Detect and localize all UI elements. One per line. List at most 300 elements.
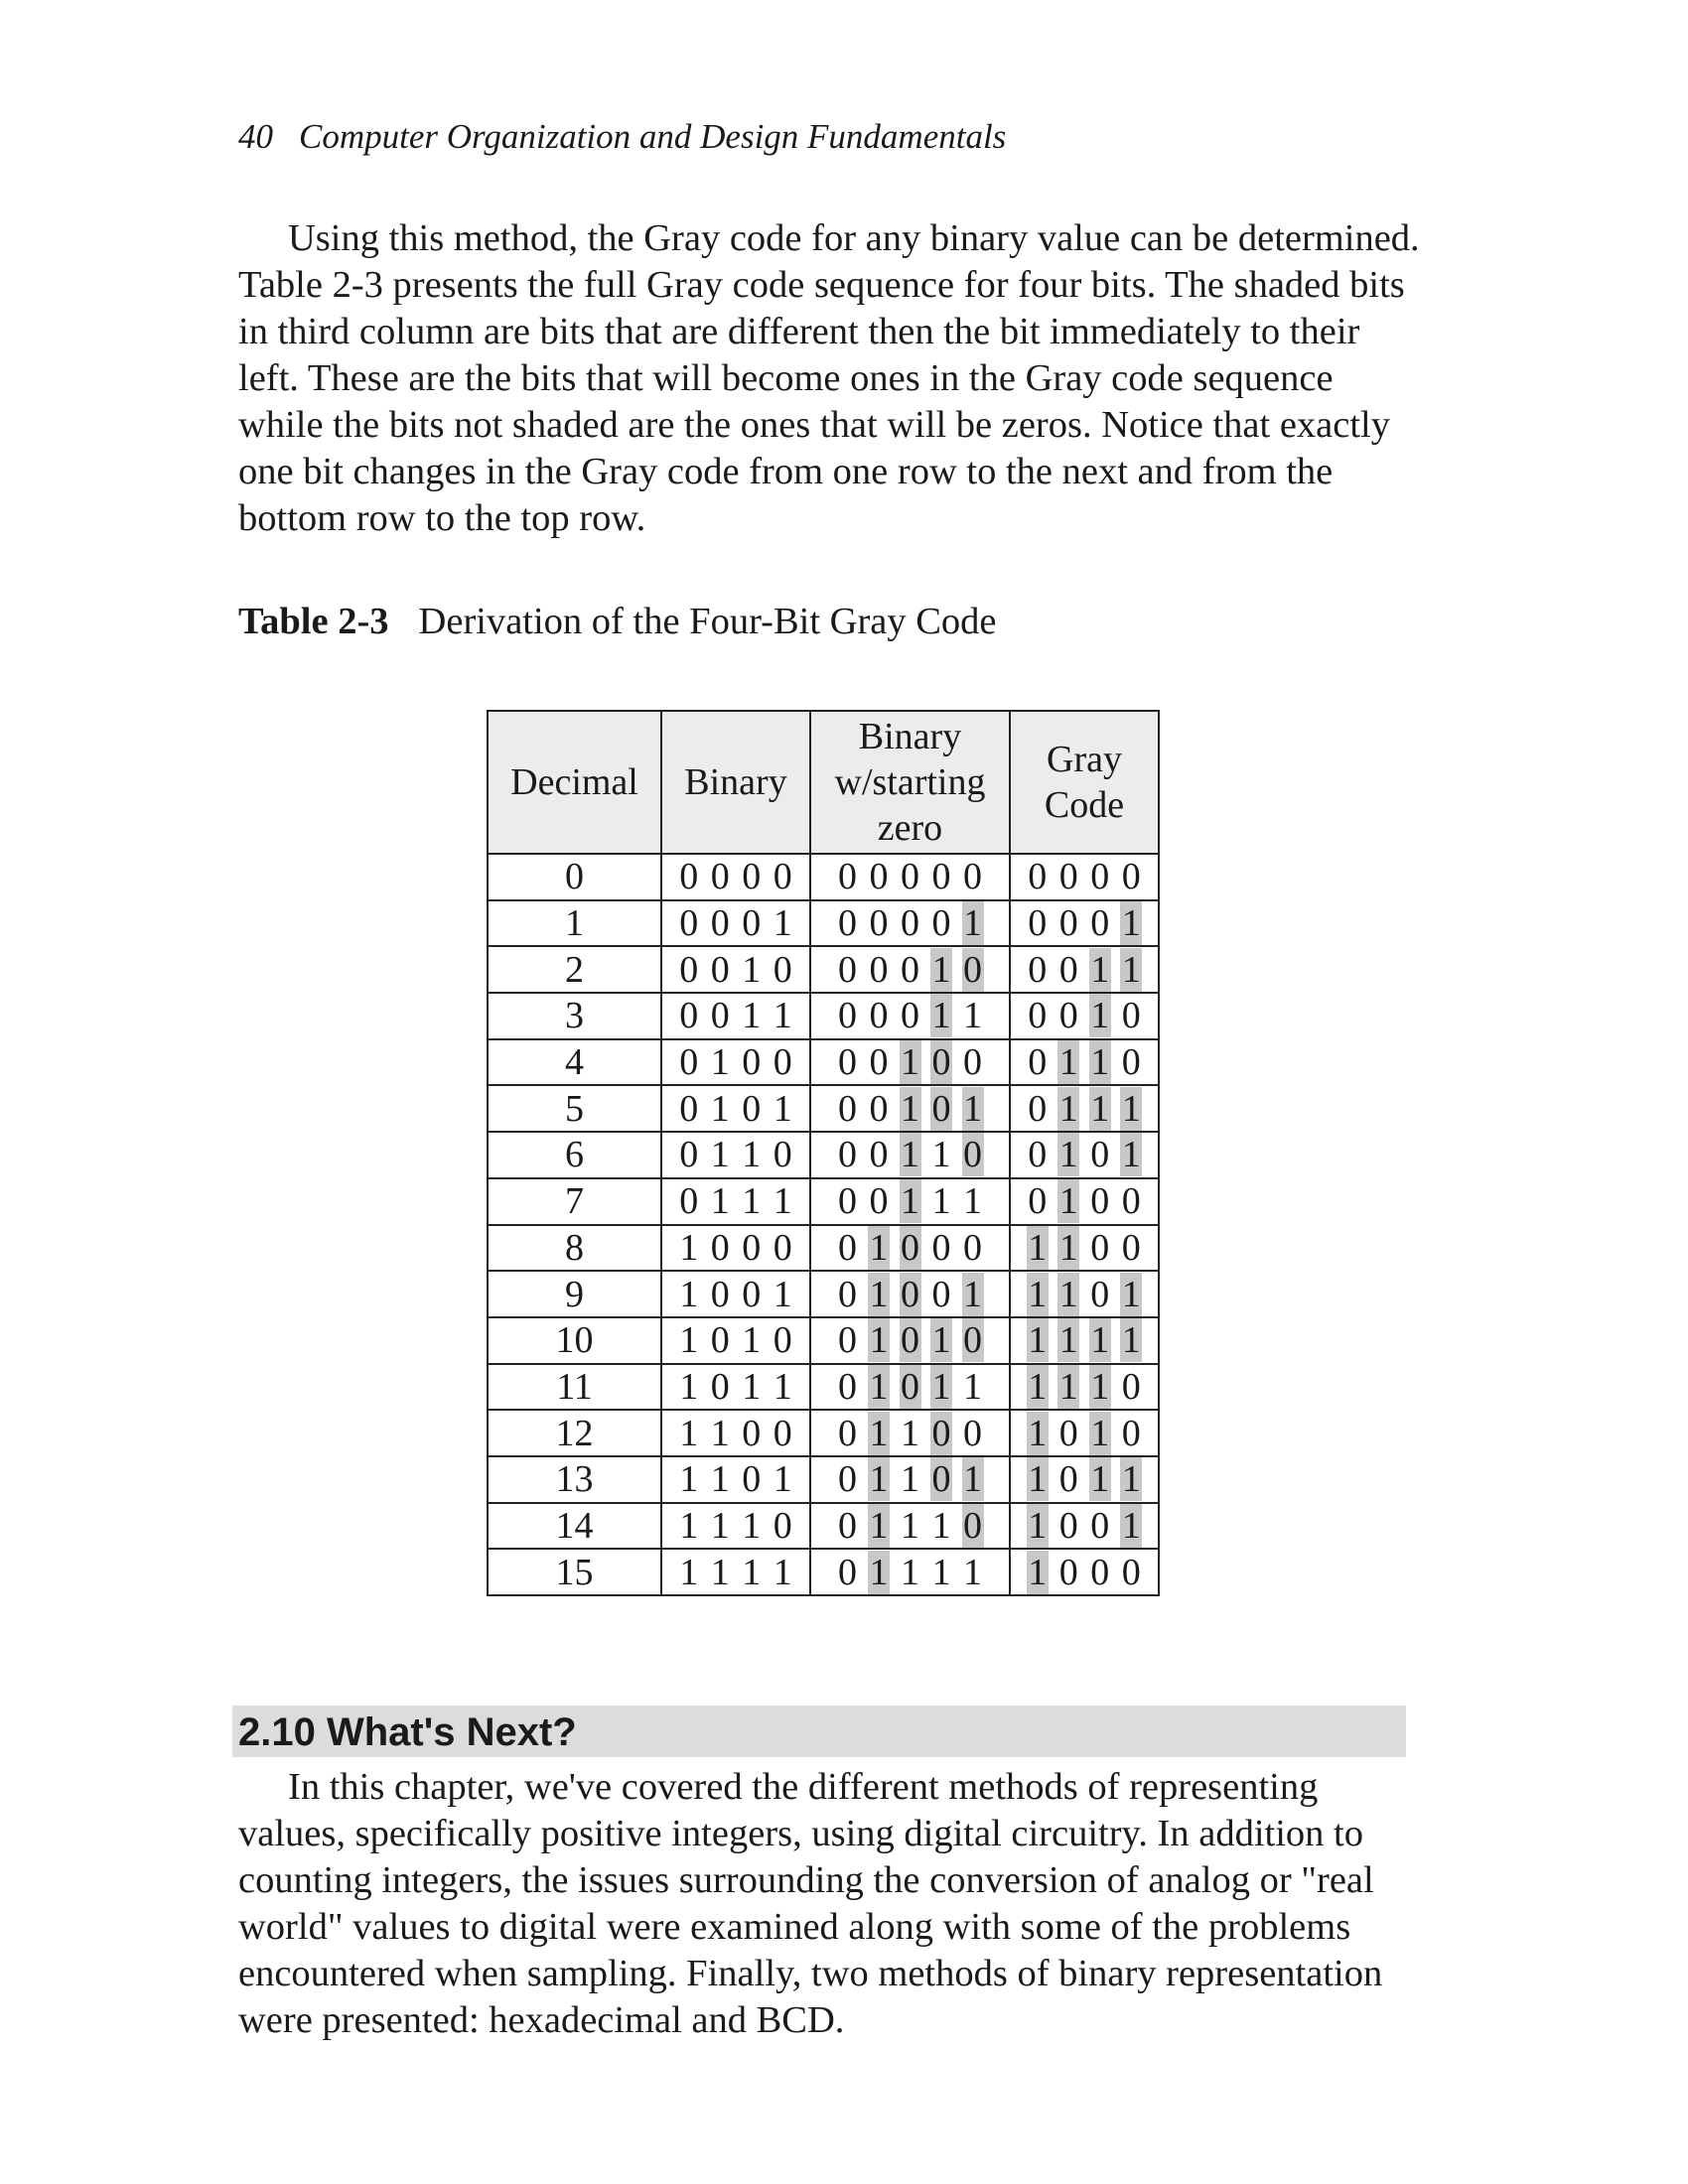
cell-gray-code xyxy=(1010,1225,1159,1272)
bit: 0 xyxy=(1090,1504,1110,1547)
table-row xyxy=(488,1364,1159,1411)
bit: 1 xyxy=(901,1551,919,1593)
bit: 0 xyxy=(838,1365,857,1408)
cell-binary xyxy=(661,900,810,947)
bit: 1 xyxy=(1058,1226,1078,1269)
cell-decimal: 6 xyxy=(488,1132,661,1178)
cell-decimal: 4 xyxy=(488,1039,661,1086)
bit: 1 xyxy=(869,1412,889,1454)
bit: 0 xyxy=(773,856,792,898)
table-row xyxy=(488,946,1159,993)
cell-binary-starting-zero xyxy=(810,1503,1010,1550)
bit: 0 xyxy=(901,1273,919,1315)
bit: 0 xyxy=(869,948,889,991)
bit: 1 xyxy=(710,1041,730,1084)
bit: 1 xyxy=(963,1458,982,1501)
bit: 0 xyxy=(742,1458,762,1501)
bit: 0 xyxy=(1121,1226,1141,1269)
bit: 0 xyxy=(1121,1180,1141,1223)
bit: 1 xyxy=(1121,948,1141,991)
bit: 1 xyxy=(679,1226,699,1269)
bit: 1 xyxy=(742,948,762,991)
bit: 0 xyxy=(1121,1551,1141,1593)
bit: 0 xyxy=(931,1273,951,1315)
bit: 1 xyxy=(773,1180,792,1223)
cell-binary-starting-zero xyxy=(810,854,1010,900)
cell-binary xyxy=(661,854,810,900)
bit: 1 xyxy=(710,1087,730,1130)
bit: 1 xyxy=(931,948,951,991)
bit: 1 xyxy=(963,902,982,945)
bit: 1 xyxy=(742,1504,762,1547)
bit: 1 xyxy=(1028,1226,1048,1269)
cell-gray-code xyxy=(1010,1503,1159,1550)
bit: 0 xyxy=(1058,948,1078,991)
bit: 1 xyxy=(773,1458,792,1501)
bit: 1 xyxy=(963,1551,982,1593)
bit: 0 xyxy=(710,1319,730,1362)
bit: 1 xyxy=(901,1041,919,1084)
cell-decimal: 2 xyxy=(488,946,661,993)
running-header xyxy=(238,117,1006,157)
cell-binary xyxy=(661,1271,810,1317)
bit: 0 xyxy=(773,1504,792,1547)
bit: 1 xyxy=(901,1412,919,1454)
cell-binary-starting-zero xyxy=(810,1132,1010,1178)
header-binary: Binary xyxy=(661,711,810,854)
bit: 0 xyxy=(901,902,919,945)
bit: 0 xyxy=(901,1365,919,1408)
bit: 0 xyxy=(838,1319,857,1362)
cell-binary-starting-zero xyxy=(810,1225,1010,1272)
bit: 1 xyxy=(1028,1458,1048,1501)
bit: 1 xyxy=(679,1365,699,1408)
bit: 1 xyxy=(901,1504,919,1547)
cell-binary xyxy=(661,1085,810,1132)
cell-decimal: 15 xyxy=(488,1549,661,1595)
bit: 0 xyxy=(1090,1134,1110,1176)
bit: 0 xyxy=(742,1273,762,1315)
bit: 0 xyxy=(1058,902,1078,945)
bit: 0 xyxy=(742,1041,762,1084)
bit: 1 xyxy=(1058,1134,1078,1176)
bit: 0 xyxy=(1090,902,1110,945)
cell-binary xyxy=(661,1178,810,1225)
bit: 1 xyxy=(742,1365,762,1408)
bit: 1 xyxy=(1028,1319,1048,1362)
bit: 0 xyxy=(838,902,857,945)
bit: 0 xyxy=(838,1504,857,1547)
bit: 0 xyxy=(931,856,951,898)
body-paragraph: Using this method, the Gray code for any binary value can be determined. Table 2-3 presents the full Gray code sequence for four bits. The shaded bits in third column are bits that are different then the bit immediately to their left. These are the bits that will become ones in the Gray code sequence while the bits not shaded are the ones that will be zeros. Notice that exactly one bit changes in the Gray code from one row to the next and from the bottom row to the top row. xyxy=(238,217,1420,539)
bit: 0 xyxy=(901,1319,919,1362)
bit: 1 xyxy=(710,1504,730,1547)
bit: 0 xyxy=(838,1273,857,1315)
bit: 1 xyxy=(1058,1180,1078,1223)
bit: 1 xyxy=(869,1226,889,1269)
bit: 0 xyxy=(1058,1504,1078,1547)
bit: 0 xyxy=(679,948,699,991)
bit: 0 xyxy=(710,1226,730,1269)
bit: 1 xyxy=(710,1412,730,1454)
cell-binary xyxy=(661,1549,810,1595)
bit: 0 xyxy=(773,1134,792,1176)
bit: 0 xyxy=(773,1041,792,1084)
bit: 0 xyxy=(1121,856,1141,898)
cell-binary xyxy=(661,1225,810,1272)
bit: 0 xyxy=(901,1226,919,1269)
bit: 0 xyxy=(710,995,730,1037)
bit: 0 xyxy=(838,1412,857,1454)
cell-gray-code xyxy=(1010,1549,1159,1595)
bit: 0 xyxy=(901,856,919,898)
bit: 0 xyxy=(838,1226,857,1269)
cell-gray-code xyxy=(1010,1039,1159,1086)
bit: 1 xyxy=(710,1458,730,1501)
bit: 0 xyxy=(679,1180,699,1223)
bit: 1 xyxy=(679,1319,699,1362)
table-row xyxy=(488,1225,1159,1272)
bit: 0 xyxy=(931,1226,951,1269)
bit: 0 xyxy=(838,856,857,898)
bit: 0 xyxy=(742,902,762,945)
bit: 0 xyxy=(838,1134,857,1176)
bit: 1 xyxy=(931,1551,951,1593)
bit: 0 xyxy=(1028,1180,1048,1223)
bit: 0 xyxy=(1028,995,1048,1037)
bit: 0 xyxy=(869,1180,889,1223)
bit: 1 xyxy=(679,1458,699,1501)
bit: 0 xyxy=(931,1041,951,1084)
bit: 0 xyxy=(869,856,889,898)
bit: 1 xyxy=(773,995,792,1037)
cell-gray-code xyxy=(1010,854,1159,900)
cell-binary xyxy=(661,993,810,1039)
bit: 0 xyxy=(963,1134,982,1176)
bit: 1 xyxy=(1028,1273,1048,1315)
bit: 1 xyxy=(1058,1273,1078,1315)
bit: 0 xyxy=(931,1458,951,1501)
bit: 1 xyxy=(1028,1412,1048,1454)
bit: 0 xyxy=(838,1180,857,1223)
cell-gray-code xyxy=(1010,1271,1159,1317)
bit: 0 xyxy=(963,1041,982,1084)
bit: 1 xyxy=(869,1319,889,1362)
bit: 1 xyxy=(963,1365,982,1408)
bit: 1 xyxy=(1121,1504,1141,1547)
cell-binary-starting-zero xyxy=(810,900,1010,947)
bit: 1 xyxy=(869,1365,889,1408)
bit: 1 xyxy=(710,1134,730,1176)
bit: 0 xyxy=(1121,1365,1141,1408)
table-row xyxy=(488,900,1159,947)
bit: 1 xyxy=(742,1180,762,1223)
bit: 1 xyxy=(869,1273,889,1315)
bit: 0 xyxy=(1058,1458,1078,1501)
cell-binary-starting-zero xyxy=(810,993,1010,1039)
bit: 0 xyxy=(838,1041,857,1084)
section-heading: 2.10 What's Next? xyxy=(238,1710,577,1754)
bit: 1 xyxy=(1028,1365,1048,1408)
bit: 0 xyxy=(742,1226,762,1269)
cell-decimal: 8 xyxy=(488,1225,661,1272)
bit: 1 xyxy=(869,1504,889,1547)
bit: 0 xyxy=(1028,902,1048,945)
bit: 1 xyxy=(679,1273,699,1315)
bit: 1 xyxy=(1121,1087,1141,1130)
cell-decimal: 9 xyxy=(488,1271,661,1317)
table-caption xyxy=(238,600,997,643)
bit: 0 xyxy=(963,856,982,898)
table-row xyxy=(488,993,1159,1039)
cell-gray-code xyxy=(1010,1178,1159,1225)
bit: 0 xyxy=(1090,1226,1110,1269)
cell-binary-starting-zero xyxy=(810,1271,1010,1317)
bit: 0 xyxy=(838,1087,857,1130)
bit: 0 xyxy=(1028,1134,1048,1176)
cell-binary-starting-zero xyxy=(810,1549,1010,1595)
cell-gray-code xyxy=(1010,993,1159,1039)
cell-decimal: 13 xyxy=(488,1456,661,1503)
bit: 0 xyxy=(1028,856,1048,898)
bit: 0 xyxy=(963,948,982,991)
bit: 1 xyxy=(1121,1458,1141,1501)
cell-binary xyxy=(661,1039,810,1086)
bit: 0 xyxy=(679,1087,699,1130)
bit: 1 xyxy=(742,995,762,1037)
table-row xyxy=(488,1039,1159,1086)
bit: 0 xyxy=(710,1365,730,1408)
table-row xyxy=(488,1410,1159,1456)
cell-binary-starting-zero xyxy=(810,1085,1010,1132)
cell-gray-code xyxy=(1010,900,1159,947)
cell-binary-starting-zero xyxy=(810,1178,1010,1225)
table-row xyxy=(488,1456,1159,1503)
bit: 1 xyxy=(679,1412,699,1454)
bit: 1 xyxy=(1058,1087,1078,1130)
bit: 0 xyxy=(742,1087,762,1130)
cell-binary-starting-zero xyxy=(810,1410,1010,1456)
bit: 0 xyxy=(679,856,699,898)
bit: 0 xyxy=(1058,1412,1078,1454)
bit: 0 xyxy=(838,1458,857,1501)
bit: 1 xyxy=(773,902,792,945)
bit: 0 xyxy=(1028,1041,1048,1084)
bit: 0 xyxy=(1028,1087,1048,1130)
cell-binary xyxy=(661,1132,810,1178)
table-caption-label: Table 2-3 xyxy=(238,601,389,642)
bit: 1 xyxy=(901,1458,919,1501)
cell-decimal: 14 xyxy=(488,1503,661,1550)
table-row xyxy=(488,1503,1159,1550)
bit: 0 xyxy=(869,995,889,1037)
cell-decimal: 1 xyxy=(488,900,661,947)
bit: 0 xyxy=(773,1226,792,1269)
bit: 0 xyxy=(869,902,889,945)
bit: 0 xyxy=(1090,1551,1110,1593)
bit: 0 xyxy=(679,995,699,1037)
cell-binary-starting-zero xyxy=(810,946,1010,993)
cell-binary xyxy=(661,1364,810,1411)
bit: 0 xyxy=(679,1134,699,1176)
cell-gray-code xyxy=(1010,1410,1159,1456)
bit: 0 xyxy=(710,856,730,898)
bit: 1 xyxy=(901,1087,919,1130)
cell-gray-code xyxy=(1010,1132,1159,1178)
bit: 0 xyxy=(901,948,919,991)
bit: 0 xyxy=(963,1412,982,1454)
bit: 1 xyxy=(931,1365,951,1408)
bit: 0 xyxy=(1028,948,1048,991)
bit: 0 xyxy=(931,1087,951,1130)
header-decimal: Decimal xyxy=(488,711,661,854)
bit: 1 xyxy=(679,1551,699,1593)
bit: 0 xyxy=(1090,1180,1110,1223)
cell-decimal: 5 xyxy=(488,1085,661,1132)
cell-gray-code xyxy=(1010,1364,1159,1411)
book-title: Computer Organization and Design Fundamentals xyxy=(299,117,1007,156)
bit: 0 xyxy=(869,1087,889,1130)
bit: 0 xyxy=(1090,1273,1110,1315)
bit: 1 xyxy=(901,1134,919,1176)
bit: 0 xyxy=(963,1319,982,1362)
table-row xyxy=(488,1317,1159,1364)
table-caption-title: Derivation of the Four-Bit Gray Code xyxy=(418,601,997,642)
bit: 1 xyxy=(679,1504,699,1547)
bit: 0 xyxy=(963,1226,982,1269)
bit: 0 xyxy=(901,995,919,1037)
bit: 1 xyxy=(773,1087,792,1130)
bit: 1 xyxy=(1058,1041,1078,1084)
bit: 0 xyxy=(710,1273,730,1315)
bit: 1 xyxy=(773,1273,792,1315)
bit: 0 xyxy=(869,1134,889,1176)
bit: 1 xyxy=(1090,1458,1110,1501)
bit: 0 xyxy=(742,856,762,898)
bit: 1 xyxy=(710,1551,730,1593)
bit: 0 xyxy=(710,948,730,991)
table-row xyxy=(488,1132,1159,1178)
cell-binary-starting-zero xyxy=(810,1364,1010,1411)
bit: 0 xyxy=(1058,1551,1078,1593)
bit: 1 xyxy=(1058,1319,1078,1362)
bit: 0 xyxy=(1058,856,1078,898)
cell-binary xyxy=(661,1410,810,1456)
bit: 1 xyxy=(1121,1319,1141,1362)
gray-code-table xyxy=(487,710,1160,1596)
bit: 1 xyxy=(963,1087,982,1130)
bit: 1 xyxy=(901,1180,919,1223)
bit: 1 xyxy=(1121,1134,1141,1176)
cell-gray-code xyxy=(1010,1085,1159,1132)
bit: 1 xyxy=(1121,1273,1141,1315)
bit: 1 xyxy=(1121,902,1141,945)
cell-binary-starting-zero xyxy=(810,1317,1010,1364)
bit: 0 xyxy=(773,1412,792,1454)
cell-binary-starting-zero xyxy=(810,1456,1010,1503)
table-row xyxy=(488,1271,1159,1317)
cell-gray-code xyxy=(1010,1317,1159,1364)
table-row xyxy=(488,1178,1159,1225)
bit: 0 xyxy=(1058,995,1078,1037)
bit: 1 xyxy=(1090,995,1110,1037)
bit: 1 xyxy=(773,1551,792,1593)
cell-decimal: 7 xyxy=(488,1178,661,1225)
cell-gray-code xyxy=(1010,1456,1159,1503)
cell-binary xyxy=(661,946,810,993)
table-body xyxy=(488,854,1159,1595)
bit: 1 xyxy=(931,995,951,1037)
bit: 1 xyxy=(931,1319,951,1362)
header-binary-starting-zero: Binary w/starting zero xyxy=(810,711,1010,854)
bit: 1 xyxy=(963,1180,982,1223)
bit: 1 xyxy=(773,1365,792,1408)
bit: 0 xyxy=(838,1551,857,1593)
cell-decimal: 3 xyxy=(488,993,661,1039)
bit: 0 xyxy=(869,1041,889,1084)
bit: 1 xyxy=(1090,1319,1110,1362)
cell-binary xyxy=(661,1317,810,1364)
bit: 1 xyxy=(1090,948,1110,991)
bit: 0 xyxy=(1121,995,1141,1037)
bit: 1 xyxy=(869,1551,889,1593)
table-row xyxy=(488,1549,1159,1595)
cell-gray-code xyxy=(1010,946,1159,993)
table-row xyxy=(488,854,1159,900)
bit: 0 xyxy=(773,948,792,991)
cell-decimal: 0 xyxy=(488,854,661,900)
cell-decimal: 12 xyxy=(488,1410,661,1456)
bit: 1 xyxy=(742,1551,762,1593)
table-row xyxy=(488,1085,1159,1132)
bit: 0 xyxy=(838,948,857,991)
bit: 1 xyxy=(742,1319,762,1362)
section-paragraph: In this chapter, we've covered the different methods of representing values, specifically positive integers, using digital circuitry. In addition to counting integers, the issues surrounding the conversion of analog or "real world" values to digital were examined along with some of the problems encountered when sampling. Finally, two methods of binary representation were presented: hexadecimal and BCD. xyxy=(238,1766,1383,2041)
bit: 0 xyxy=(838,995,857,1037)
bit: 1 xyxy=(1058,1365,1078,1408)
cell-decimal: 11 xyxy=(488,1364,661,1411)
bit: 0 xyxy=(963,1504,982,1547)
bit: 1 xyxy=(1028,1551,1048,1593)
bit: 0 xyxy=(931,902,951,945)
bit: 0 xyxy=(710,902,730,945)
bit: 0 xyxy=(1121,1041,1141,1084)
bit: 0 xyxy=(1090,856,1110,898)
bit: 1 xyxy=(869,1458,889,1501)
bit: 0 xyxy=(679,902,699,945)
header-gray-code: Gray Code xyxy=(1010,711,1159,854)
bit: 1 xyxy=(963,1273,982,1315)
bit: 1 xyxy=(1090,1087,1110,1130)
bit: 0 xyxy=(1121,1412,1141,1454)
bit: 1 xyxy=(1090,1041,1110,1084)
cell-decimal: 10 xyxy=(488,1317,661,1364)
bit: 1 xyxy=(931,1134,951,1176)
bit: 0 xyxy=(773,1319,792,1362)
bit: 1 xyxy=(710,1180,730,1223)
bit: 0 xyxy=(742,1412,762,1454)
bit: 1 xyxy=(931,1504,951,1547)
bit: 0 xyxy=(931,1412,951,1454)
bit: 1 xyxy=(1028,1504,1048,1547)
bit: 1 xyxy=(1090,1365,1110,1408)
bit: 1 xyxy=(1090,1412,1110,1454)
cell-binary xyxy=(661,1503,810,1550)
bit: 0 xyxy=(679,1041,699,1084)
cell-binary xyxy=(661,1456,810,1503)
bit: 1 xyxy=(931,1180,951,1223)
page-number: 40 xyxy=(238,117,273,156)
